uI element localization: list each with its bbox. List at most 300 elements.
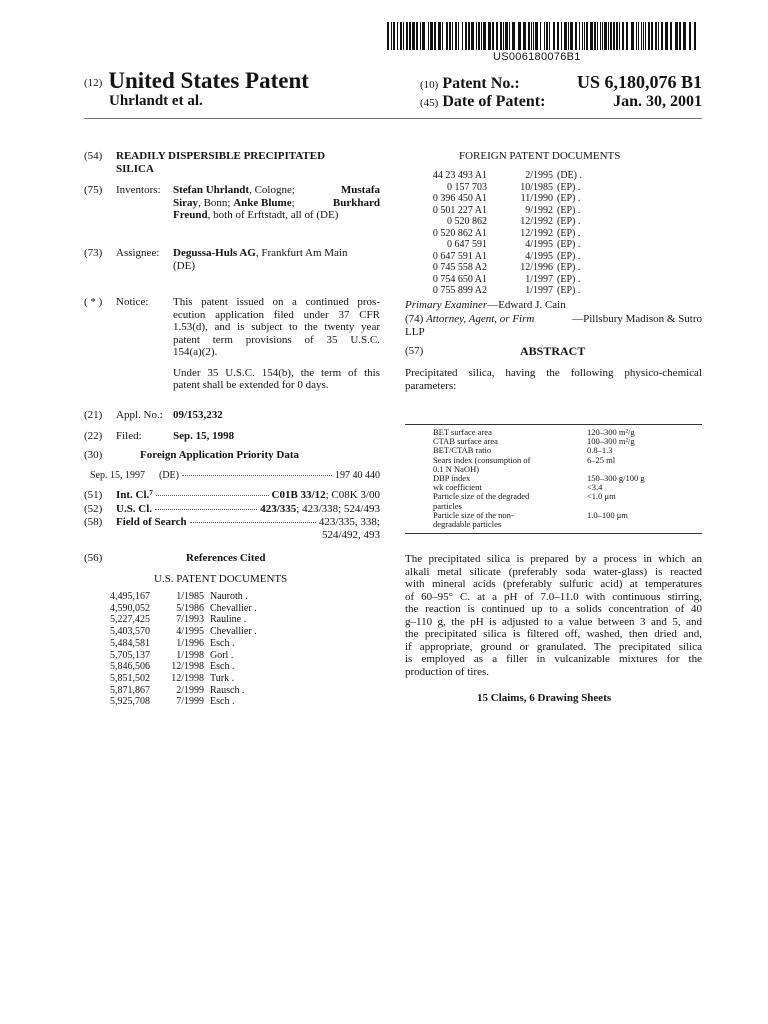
patent-date-cell: 12/1998 xyxy=(171,672,204,684)
parameter-name: Particle size of the degraded xyxy=(433,491,530,502)
barcode-bar xyxy=(648,22,650,50)
patent-number-cell: 5,705,137 xyxy=(110,649,150,661)
barcode-bar xyxy=(631,22,634,50)
notice-line: 154(a)(2). xyxy=(173,346,218,358)
foreign-patent-row xyxy=(405,216,582,228)
patent-author-cell: Chevallier . xyxy=(210,626,257,638)
barcode-bar xyxy=(661,22,663,50)
barcode-bar xyxy=(689,22,691,50)
barcode-bar xyxy=(500,22,502,50)
patent-number-cell: 0 501 227 A1 xyxy=(432,204,487,216)
barcode-bar xyxy=(561,22,562,50)
patent-number-cell: 0 754 650 A1 xyxy=(432,273,487,285)
assignee-line xyxy=(173,247,380,260)
patent-author-cell: Esch . xyxy=(210,661,235,673)
barcode-bar xyxy=(393,22,395,50)
barcode-bar xyxy=(481,22,482,50)
barcode-bar xyxy=(462,22,463,50)
patent-number-cell: 4,495,167 xyxy=(110,591,150,602)
abstract-line: production of tires. xyxy=(405,665,490,678)
assignee-country: (DE) xyxy=(173,259,195,272)
patent-date-cell: 1/1996 xyxy=(176,637,204,649)
barcode-bar xyxy=(512,22,515,50)
patent-number-cell: 0 745 558 A2 xyxy=(432,262,487,273)
inventor-name: Siray xyxy=(173,196,199,209)
parameters-table xyxy=(433,428,645,529)
patent-number-cell: 44 23 493 A1 xyxy=(432,170,487,181)
barcode-bar xyxy=(496,22,498,50)
parameter-value: 0.8–1.3 xyxy=(587,445,613,456)
barcode-bar xyxy=(422,22,425,50)
notice-text xyxy=(173,296,380,392)
us-patent-row xyxy=(98,650,298,662)
patent-number-cell: 4,590,052 xyxy=(110,602,150,614)
patent-date-cell: 12/1992 xyxy=(520,216,553,227)
parameter-value: 100–300 m²/g xyxy=(587,436,635,447)
patent-author-cell: Rauline . xyxy=(210,614,247,626)
parameter-name: BET surface area xyxy=(433,427,492,437)
barcode-bar xyxy=(544,22,545,50)
parameters-box xyxy=(405,424,702,534)
barcode-number: US006180076B1 xyxy=(493,51,581,63)
examiner-label: Primary Examiner xyxy=(405,299,488,311)
patent-date-cell: 7/1999 xyxy=(176,696,204,708)
parameter-value: <1.0 μm xyxy=(587,491,616,502)
patent-date-row xyxy=(420,93,702,111)
intcl-sup: 7 xyxy=(149,489,153,497)
barcode-bar xyxy=(471,22,474,50)
foreign-patent-row xyxy=(405,170,582,182)
uscl-primary: 423/335 xyxy=(260,503,297,515)
barcode-bar xyxy=(540,22,541,50)
inventor-city: , both of Erftstadt, all of (DE) xyxy=(207,209,339,221)
barcode-bar xyxy=(636,22,637,50)
barcode-bar xyxy=(505,22,508,50)
patent-number-cell: 5,851,502 xyxy=(110,672,150,684)
patent-number-cell: 5,484,581 xyxy=(110,637,150,649)
patent-country-cell: (EP) . xyxy=(557,262,581,273)
patent-date-cell: 1/1985 xyxy=(176,591,204,602)
barcode-bar xyxy=(643,22,644,50)
parameter-name: 0.1 N NaOH) xyxy=(433,463,480,474)
patent-date: Jan. 30, 2001 xyxy=(613,93,702,110)
patent-author-cell: Chevallier . xyxy=(210,602,257,614)
examiner-name: —Edward J. Cain xyxy=(487,299,566,311)
patent-type: United States Patent xyxy=(108,68,309,93)
barcode-bar xyxy=(658,22,659,50)
patent-date-cell: 10/1985 xyxy=(520,181,553,193)
foreign-patent-row xyxy=(405,251,582,263)
abstract-intro-line: Precipitated silica, having the following physico-chemical xyxy=(405,367,702,379)
barcode-bar xyxy=(452,22,453,50)
refs-code: (56) xyxy=(84,552,103,564)
priority-title: Foreign Application Priority Data xyxy=(140,449,299,461)
fos-code: (58) xyxy=(84,516,103,528)
barcode-bar xyxy=(597,22,598,50)
patent-author-cell: Turk . xyxy=(210,672,235,684)
invention-title-line: READILY DISPERSIBLE PRECIPITATED xyxy=(116,150,326,162)
foreign-patent-row xyxy=(405,193,582,205)
patent-number-cell: 0 396 450 A1 xyxy=(432,193,487,204)
us-patent-documents-body xyxy=(98,591,298,708)
parameters-table-body xyxy=(433,428,645,529)
barcode-bar xyxy=(468,22,470,50)
parameter-row xyxy=(433,520,645,529)
patent-date-cell: 5/1986 xyxy=(176,602,204,614)
parameter-value: 6–25 ml xyxy=(587,454,616,465)
parameter-name: BET/CTAB ratio xyxy=(433,445,492,456)
filed-code: (22) xyxy=(84,430,103,442)
patent-author-cell: Nauroth . xyxy=(210,591,248,602)
parameter-value: <3.4 xyxy=(587,482,603,493)
barcode-bar xyxy=(549,22,550,50)
patent-country-cell: (EP) . xyxy=(557,239,581,250)
parameter-value: 1.0–100 μm xyxy=(587,509,628,520)
barcode-bar xyxy=(428,22,429,50)
us-patent-row xyxy=(98,614,298,626)
parameter-name: Particle size of the non- xyxy=(433,509,514,520)
abstract-line: g–110 g, the pH is adjusted to a value between 3 and 5, and xyxy=(405,615,702,628)
attorney-firm-2: LLP xyxy=(405,325,425,338)
barcode-bar xyxy=(613,22,615,50)
barcode-bar xyxy=(546,22,548,50)
patent-date-cell: 11/1990 xyxy=(520,193,553,204)
abstract-body xyxy=(405,553,702,678)
abstract-intro-line: parameters: xyxy=(405,379,457,392)
patent-number-row xyxy=(420,72,702,93)
notice-code: ( * ) xyxy=(84,296,103,308)
patent-date-cell: 7/1993 xyxy=(176,614,204,626)
foreign-patent-row xyxy=(405,182,582,194)
patent-date-cell: 9/1992 xyxy=(525,204,553,216)
barcode-bar xyxy=(600,22,601,50)
barcode-bar xyxy=(564,22,567,50)
patent-date-label: Date of Patent: xyxy=(442,93,546,110)
inventor-name: Burkhard xyxy=(332,196,380,209)
abstract-line: the precipitated silica is filtered off, washed, then dried and, xyxy=(405,628,702,640)
us-docs-title: U.S. PATENT DOCUMENTS xyxy=(154,573,288,585)
inventors-line xyxy=(173,209,380,222)
separator: ; xyxy=(291,196,295,209)
us-patent-row xyxy=(98,696,298,708)
barcode-bar xyxy=(458,22,459,50)
patent-country-cell: (EP) . xyxy=(557,193,581,204)
patent-date-cell: 1/1998 xyxy=(176,649,204,661)
foreign-docs-title: FOREIGN PATENT DOCUMENTS xyxy=(459,150,621,162)
assignee-city: , Frankfurt Am Main xyxy=(255,247,348,259)
patent-author-cell: Esch . xyxy=(210,696,235,708)
inventor-city: , Cologne; xyxy=(249,184,295,196)
barcode-bar xyxy=(645,22,646,50)
assignee xyxy=(173,247,380,272)
notice-label: Notice: xyxy=(116,296,149,308)
uscl-row xyxy=(116,503,380,516)
dot-leader xyxy=(155,509,257,510)
attorney-label: Attorney, Agent, or Firm xyxy=(426,313,535,325)
patent-number-cell: 5,403,570 xyxy=(110,626,150,638)
foreign-patent-row xyxy=(405,285,582,297)
inventor-name: Mustafa xyxy=(340,184,380,196)
abstract-line: with mineral acids (preferably sulfuric acid) at temperatures xyxy=(405,578,702,590)
barcode-bar xyxy=(476,22,477,50)
barcode-bar xyxy=(503,22,504,50)
foreign-patent-row xyxy=(405,239,582,251)
code-45: (45) xyxy=(420,97,439,109)
assignee-label: Assignee: xyxy=(116,247,160,259)
patent-country-cell: (EP) . xyxy=(557,181,581,193)
barcode xyxy=(387,22,699,50)
barcode-bar xyxy=(602,22,603,50)
code-12: (12) xyxy=(84,77,103,89)
filed-label: Filed: xyxy=(116,430,142,442)
fos-row xyxy=(116,516,380,529)
patent-number-cell: 5,925,708 xyxy=(110,696,150,708)
barcode-bar xyxy=(488,22,491,50)
barcode-bar xyxy=(391,22,392,50)
abstract-line: alkali metal silicate (preferably soda water-glass) is reacted xyxy=(405,565,702,578)
patent-date-cell: 12/1992 xyxy=(520,227,553,239)
barcode-bar xyxy=(409,22,411,50)
inventor-city: , Bonn; xyxy=(198,196,234,209)
barcode-bar xyxy=(412,22,415,50)
notice-line: This patent issued on a continued pros- xyxy=(173,296,380,308)
parameter-value: 120–300 m²/g xyxy=(587,427,635,437)
inventors-label: Inventors: xyxy=(116,184,161,196)
patent-author-cell: Gorl . xyxy=(210,649,234,661)
attorney-firm: —Pillsbury Madison & Sutro xyxy=(572,313,702,325)
barcode-bar xyxy=(403,22,404,50)
barcode-bar xyxy=(638,22,639,50)
barcode-bar xyxy=(397,22,398,50)
barcode-bar xyxy=(575,22,577,50)
parameter-name: DBP index xyxy=(433,473,471,484)
barcode-bar xyxy=(675,22,678,50)
foreign-patent-documents-body xyxy=(405,170,582,297)
barcode-bar xyxy=(582,22,583,50)
notice-line: Under 35 U.S.C. 154(b), the term of this xyxy=(173,366,380,379)
barcode-bar xyxy=(387,22,389,50)
patent-date-cell: 12/1998 xyxy=(171,661,204,673)
priority-row xyxy=(90,470,380,483)
inventor-name: Anke Blume xyxy=(233,196,292,209)
barcode-bar xyxy=(465,22,467,50)
patent-country-cell: (EP) . xyxy=(557,285,581,296)
notice-line: patent shall be extended for 0 days. xyxy=(173,379,329,391)
patent-date-cell: 2/1995 xyxy=(525,170,553,181)
fos-label: Field of Search xyxy=(116,516,187,528)
barcode-bar xyxy=(455,22,457,50)
inventors-line xyxy=(173,184,380,197)
patent-header-title xyxy=(84,68,309,94)
barcode-bar xyxy=(483,22,486,50)
intcl-primary: C01B 33/12 xyxy=(271,489,326,501)
barcode-bar xyxy=(665,22,668,50)
patent-country-cell: (EP) . xyxy=(557,216,581,227)
attorney-code: (74) xyxy=(405,313,424,325)
notice-line: patent term provisions of 35 U.S.C. xyxy=(173,333,380,346)
priority-code: (30) xyxy=(84,449,103,461)
patent-number-cell: 0 755 899 A2 xyxy=(432,285,487,296)
invention-title-line: SILICA xyxy=(116,162,154,175)
intcl-code: (51) xyxy=(84,489,103,501)
inventors-list xyxy=(173,184,380,222)
patent-number-cell: 5,871,867 xyxy=(110,684,150,696)
attorney xyxy=(405,313,702,338)
assignee-name: Degussa-Huls AG xyxy=(173,247,256,259)
barcode-bar xyxy=(683,22,686,50)
intcl-label xyxy=(116,489,153,502)
attorney-line xyxy=(405,313,702,326)
primary-examiner xyxy=(405,299,566,312)
claims-summary: 15 Claims, 6 Drawing Sheets xyxy=(477,692,612,704)
intcl-row xyxy=(116,489,380,502)
filed-date: Sep. 15, 1998 xyxy=(173,430,235,442)
inventors-code: (75) xyxy=(84,184,103,196)
barcode-bar xyxy=(568,22,569,50)
patent-number-label: Patent No.: xyxy=(442,75,520,92)
barcode-bar xyxy=(446,22,448,50)
us-patent-row xyxy=(98,603,298,615)
abstract-line: The precipitated silica is prepared by a process in which an xyxy=(405,553,702,565)
barcode-bar xyxy=(416,22,418,50)
patent-number-cell: 0 157 703 xyxy=(447,181,487,193)
inventor-name: Freund xyxy=(173,209,208,221)
barcode-bar xyxy=(590,22,593,50)
patent-number-cell: 0 520 862 A1 xyxy=(432,227,487,239)
barcode-bar xyxy=(434,22,436,50)
refs-title: References Cited xyxy=(186,552,266,564)
parameter-row xyxy=(433,492,645,501)
parameter-name: degradable particles xyxy=(433,519,502,530)
foreign-patent-row xyxy=(405,228,582,240)
patent-date-cell: 4/1995 xyxy=(525,250,553,262)
patent-country-cell: (EP) . xyxy=(557,204,581,216)
us-patent-row xyxy=(98,673,298,685)
parameter-value: 150–300 g/100 g xyxy=(587,473,645,484)
foreign-patent-documents xyxy=(405,170,582,297)
uscl-label: U.S. Cl. xyxy=(116,503,153,515)
barcode-bar xyxy=(622,22,624,50)
abstract-code: (57) xyxy=(405,345,424,357)
appl-number: 09/153,232 xyxy=(173,409,223,421)
parameter-value xyxy=(587,520,645,529)
barcode-bar xyxy=(518,22,521,50)
barcode-bar xyxy=(670,22,672,50)
barcode-bar xyxy=(641,22,642,50)
barcode-bar xyxy=(694,22,696,50)
barcode-bar xyxy=(616,22,618,50)
parameter-name: particles xyxy=(433,500,462,511)
us-patent-row xyxy=(98,685,298,697)
patent-number-cell: 0 520 862 xyxy=(447,216,487,227)
parameter-name: Sears index (consumption of xyxy=(433,454,531,465)
priority-number: 197 40 440 xyxy=(335,470,380,481)
barcode-bar xyxy=(610,22,612,50)
us-patent-documents xyxy=(98,591,298,708)
priority-date: Sep. 15, 1997 xyxy=(90,470,145,481)
barcode-bar xyxy=(533,22,534,50)
patent-country-cell: (DE) . xyxy=(557,170,582,181)
patent-date-cell: 2/1999 xyxy=(176,684,204,696)
patent-country-cell: (EP) . xyxy=(557,250,581,262)
patent-number-cell: 0 647 591 xyxy=(447,239,487,250)
appl-label: Appl. No.: xyxy=(116,409,163,421)
patent-date-cell: 1/1997 xyxy=(525,273,553,285)
invention-title xyxy=(116,150,325,175)
barcode-bar xyxy=(594,22,596,50)
barcode-bar xyxy=(655,22,657,50)
patent-country-cell: (EP) . xyxy=(557,227,581,239)
us-patent-row xyxy=(98,626,298,638)
abstract-line: the reaction is continued up to a solids concentration of 40 xyxy=(405,603,702,615)
barcode-bar xyxy=(449,22,451,50)
patent-author-cell: Esch . xyxy=(210,637,235,649)
barcode-bar xyxy=(586,22,588,50)
barcode-bar xyxy=(570,22,573,50)
patent-author-cell: Rausch . xyxy=(210,684,245,696)
inventor-name: Stefan Uhrlandt xyxy=(173,184,250,196)
patent-number-cell: 5,846,506 xyxy=(110,661,150,673)
barcode-bar xyxy=(492,22,494,50)
barcode-bar xyxy=(619,22,620,50)
notice-line: 1.53(d), and is subject to the twenty year xyxy=(173,321,380,333)
barcode-bar xyxy=(528,22,530,50)
patent-date-cell: 4/1995 xyxy=(176,626,204,638)
barcode-bar xyxy=(420,22,421,50)
barcode-bar xyxy=(442,22,443,50)
intcl-secondary: ; C08K 3/00 xyxy=(325,489,380,501)
barcode-bar xyxy=(651,22,653,50)
us-patent-row xyxy=(98,661,298,673)
barcode-bar xyxy=(406,22,408,50)
code-10: (10) xyxy=(420,79,439,91)
barcode-bar xyxy=(626,22,628,50)
parameter-name: CTAB surface area xyxy=(433,436,498,447)
us-patent-row xyxy=(98,638,298,650)
parameter-name: wk coefficient xyxy=(433,482,482,493)
barcode-bar xyxy=(430,22,433,50)
barcode-bar xyxy=(584,22,585,50)
abstract-title: ABSTRACT xyxy=(520,344,586,358)
abstract-line: is employed as a filler in vulcanizable mixtures for the xyxy=(405,653,702,665)
abstract-intro xyxy=(405,367,702,392)
assignee-code: (73) xyxy=(84,247,103,259)
barcode-bar xyxy=(579,22,580,50)
patent-country-cell: (EP) . xyxy=(557,273,581,285)
fos-line: 423/335, 338; xyxy=(318,516,380,528)
barcode-bar xyxy=(478,22,480,50)
appl-code: (21) xyxy=(84,409,103,421)
barcode-bar xyxy=(535,22,538,50)
title-code: (54) xyxy=(84,150,103,162)
dot-leader xyxy=(182,475,332,476)
uscl-code: (52) xyxy=(84,503,103,515)
patent-date-cell: 4/1995 xyxy=(525,239,553,250)
barcode-bar xyxy=(438,22,441,50)
foreign-patent-row xyxy=(405,205,582,217)
header-rule xyxy=(84,118,702,119)
intcl-label-text: Int. Cl. xyxy=(116,489,150,501)
us-patent-row xyxy=(98,591,298,603)
abstract-line: if appropriate, ground or granulated. The precipitated silica xyxy=(405,640,702,653)
barcode-bar xyxy=(523,22,526,50)
barcode-bar xyxy=(557,22,559,50)
barcode-bar xyxy=(531,22,532,50)
patent-number-cell: 5,227,425 xyxy=(110,614,150,626)
notice-line: ecution application filed under 37 CFR xyxy=(173,308,380,321)
dot-leader xyxy=(156,495,269,496)
uscl-secondary: ; 423/338; 524/493 xyxy=(296,503,380,515)
